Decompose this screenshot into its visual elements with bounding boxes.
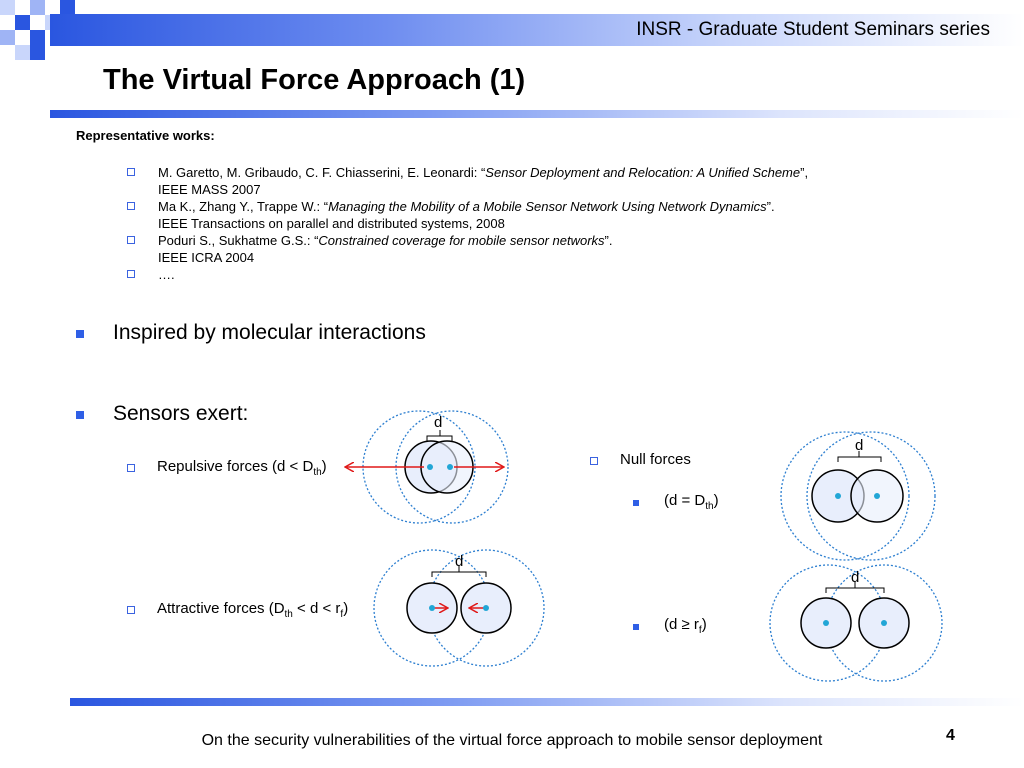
bullet-sensors-exert: Sensors exert:	[113, 402, 249, 425]
attractive-diagram	[374, 550, 544, 666]
repulsive-forces-label: Repulsive forces $(d < D_{th})$	[157, 458, 327, 478]
reference-1: M. Garetto, M. Gribaudo, C. F. Chiasserini, E. Leonardi: “Sensor Deployment and Relocation: A Unified Scheme”, IEEE MASS 2007	[158, 165, 809, 197]
sensor-node	[427, 464, 433, 470]
series-title: INSR - Graduate Student Seminars series	[636, 19, 990, 40]
reference-4: ….	[158, 267, 175, 282]
null-eq-diagram	[781, 432, 935, 560]
distance-label: d	[434, 414, 443, 431]
slide-title: The Virtual Force Approach (1)	[103, 64, 526, 96]
reference-2: Ma K., Zhang Y., Trappe W.: “Managing the Mobility of a Mobile Sensor Network Using Network Dynamics”. IEEE Transactions on parallel and distributed systems, 2008	[158, 199, 775, 231]
reference-3: Poduri S., Sukhatme G.S.: “Constrained coverage for mobile sensor networks”. IEEE ICRA 2004	[158, 233, 613, 265]
distance-bracket	[427, 430, 452, 441]
sensor-node	[835, 493, 841, 499]
bullet-molecular: Inspired by molecular interactions	[113, 321, 426, 344]
sensor-node	[823, 620, 829, 626]
sensor-node	[881, 620, 887, 626]
repulsive-diagram	[346, 411, 508, 523]
sensor-node	[483, 605, 489, 611]
attractive-forces-label: Attractive forces $(D_{th} < d < r_f)$	[157, 600, 349, 620]
distance-label: d	[455, 553, 464, 570]
null-eq-label: $(d = D_{th})$	[664, 492, 719, 512]
null-geq-label: $(d \ge r_f)$	[664, 616, 707, 636]
page-number: 4	[946, 727, 955, 744]
representative-heading: Representative works:	[76, 128, 215, 143]
sensor-node	[447, 464, 453, 470]
sensor-node	[429, 605, 435, 611]
footer-rule	[70, 698, 1024, 706]
distance-label: d	[855, 437, 864, 454]
footer-text: On the security vulnerabilities of the virtual force approach to mobile sensor deployment	[201, 732, 823, 749]
null-geq-diagram	[770, 565, 942, 681]
distance-label: d	[851, 569, 860, 586]
null-forces-label: Null forces	[620, 451, 691, 468]
sensor-node	[874, 493, 880, 499]
